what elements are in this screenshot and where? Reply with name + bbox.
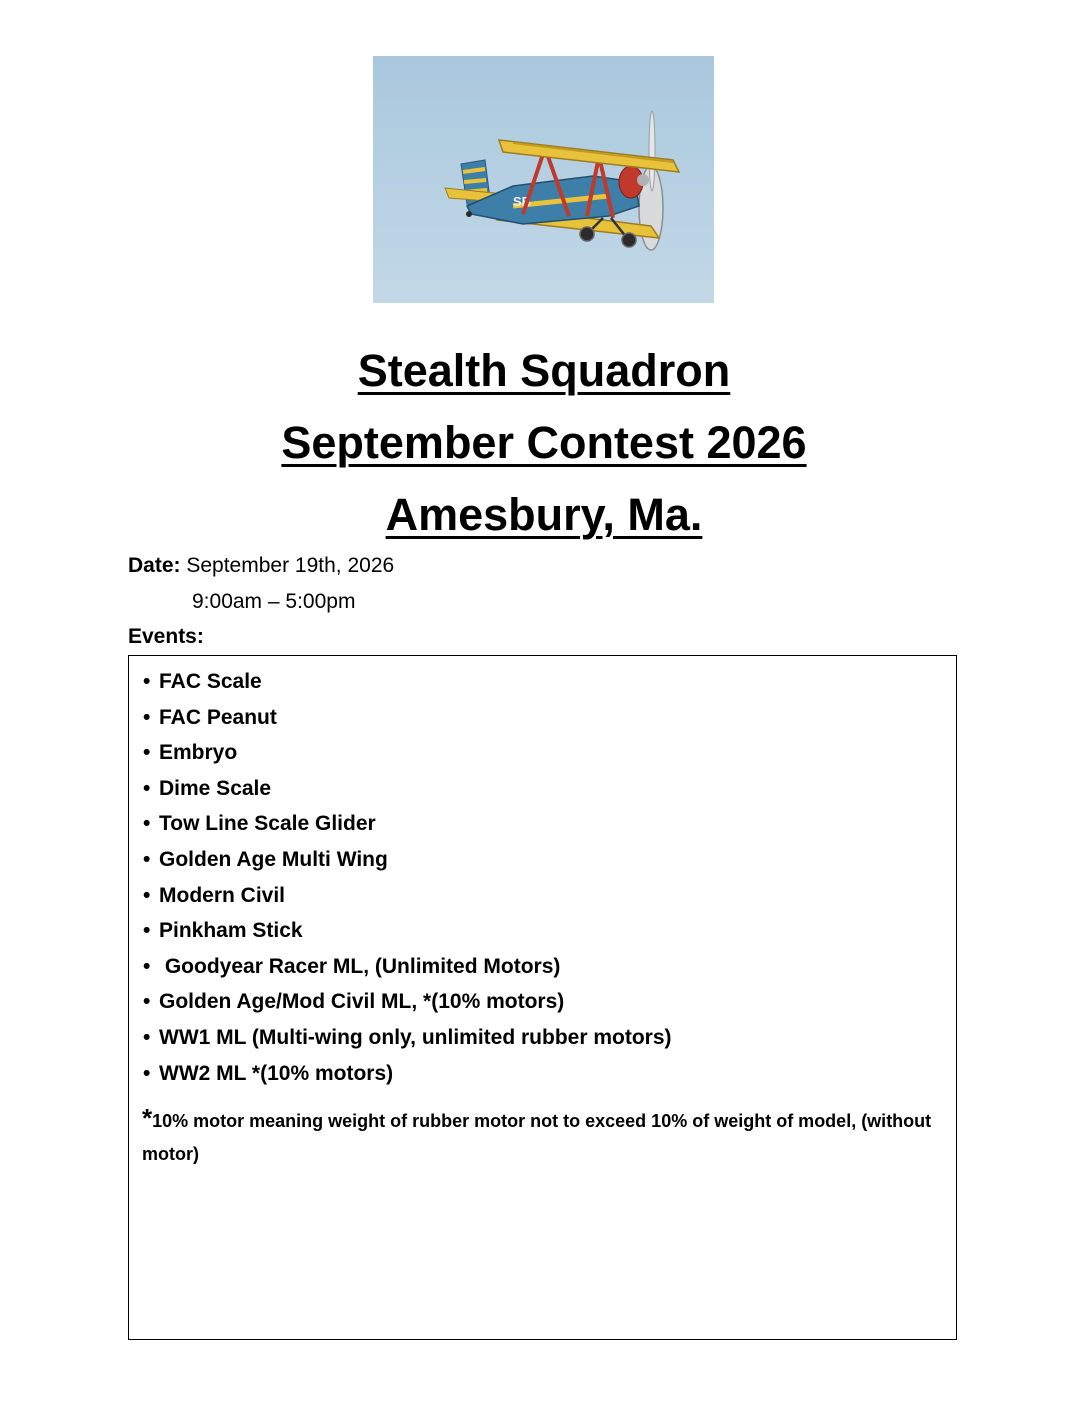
event-item: • Pinkham Stick (143, 919, 303, 943)
bullet-icon: • (143, 776, 151, 800)
event-item: • WW1 ML (Multi-wing only, unlimited rubber motors) (143, 1025, 672, 1049)
title-club-name: Stealth Squadron (357, 345, 731, 396)
event-item: • Goodyear Racer ML, (Unlimited Motors) (143, 954, 561, 978)
event-item: • Dime Scale (143, 776, 272, 800)
date-value: September 19th, 2026 (186, 554, 395, 577)
bullet-icon: • (143, 990, 151, 1014)
aircraft-marking: SB (513, 194, 532, 209)
bullet-icon: • (143, 847, 151, 871)
note-text: 10% motor meaning weight of rubber motor not to exceed 10% of weight of model, (without motor) (142, 1111, 932, 1164)
bullet-icon: • (143, 741, 151, 765)
event-item: • Tow Line Scale Glider (143, 812, 376, 836)
bullet-icon: • (143, 1061, 151, 1085)
date-line (128, 555, 394, 576)
title-contest-name: September Contest 2026 (281, 417, 807, 468)
events-label: Events: (128, 625, 204, 648)
motor-note (142, 1102, 947, 1171)
bullet-icon: • (143, 812, 151, 836)
event-item: • Embryo (143, 741, 238, 765)
event-item: • FAC Peanut (143, 705, 277, 729)
bullet-icon: • (143, 919, 151, 943)
event-item: • Golden Age Multi Wing (143, 847, 388, 871)
note-asterisk: * (142, 1103, 153, 1133)
bullet-icon: • (143, 670, 151, 693)
events-box (128, 655, 957, 1340)
bullet-icon: • (143, 705, 151, 729)
event-item: • FAC Scale (143, 670, 262, 693)
date-label: Date: (128, 554, 181, 577)
biplane-photo (373, 56, 714, 303)
bullet-icon: • (143, 954, 151, 978)
events-list (143, 670, 672, 1097)
time-value: 9:00am – 5:00pm (192, 590, 356, 613)
bullet-icon: • (143, 1025, 151, 1049)
event-item: • WW2 ML *(10% motors) (143, 1061, 394, 1085)
event-item: • Modern Civil (143, 883, 286, 907)
event-item: • Golden Age/Mod Civil ML, *(10% motors) (143, 990, 565, 1014)
title-location: Amesbury, Ma. (385, 489, 703, 540)
bullet-icon: • (143, 883, 151, 907)
